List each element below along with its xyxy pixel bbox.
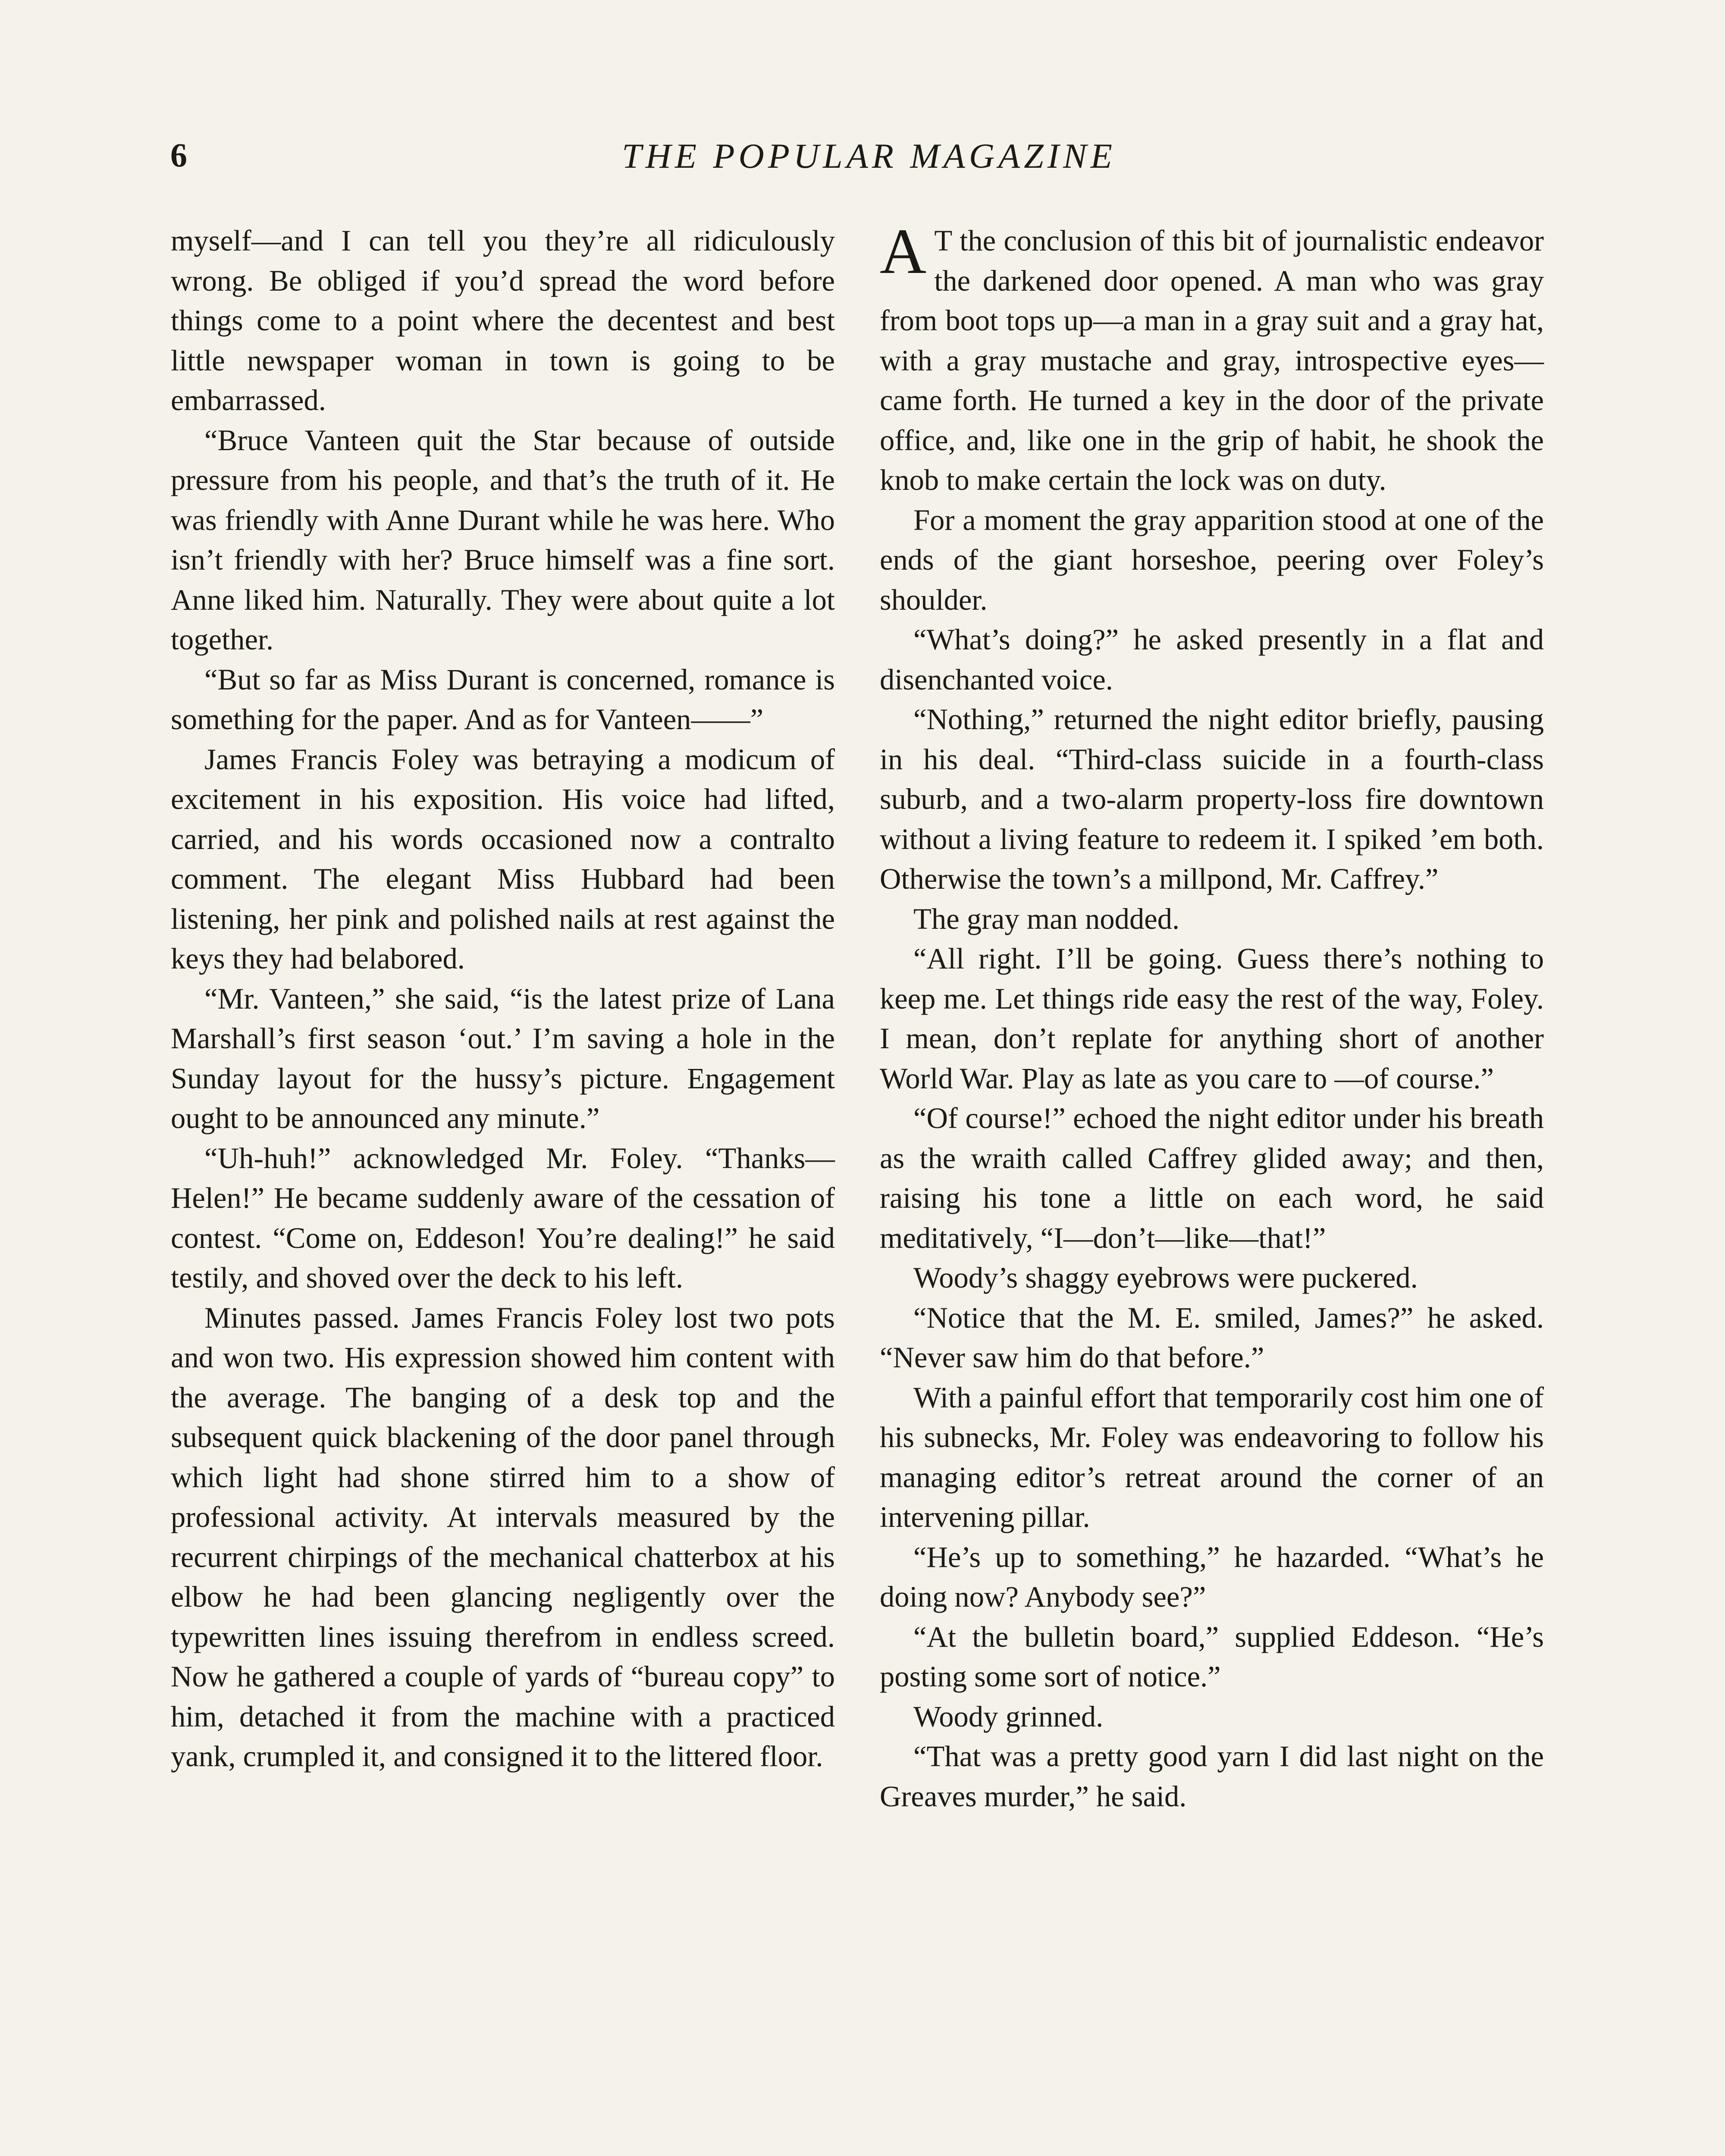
paragraph: myself—and I can tell you they’re all ridiculously wrong. Be obliged if you’d spread the word before things come to a point where the decentest and best little newspaper woman in town is going to be embarrassed. [171,224,835,417]
paragraph: James Francis Foley was betraying a modicum of excitement in his exposition. His voice had lifted, carried, and his words occasioned now a contralto comment. The elegant Miss Hubbard had been listening, her pink and polished nails at rest against the keys they had belabored. [171,743,835,975]
paragraph: Woody’s shaggy eyebrows were puckered. [913,1261,1418,1294]
paragraph: “Nothing,” returned the night editor briefly, pausing in his deal. “Third-class suicide in a fourth-class suburb, and a two-alarm property-loss fire downtown without a living feature to redeem it. I spiked ’em both. Otherwise the town’s a millpond, Mr. Caffrey.” [880,703,1544,895]
paragraph: “At the bulletin board,” supplied Eddeson. “He’s posting some sort of notice.” [880,1620,1544,1693]
paragraph: “Bruce Vanteen quit the Star because of outside pressure from his people, and that’s the truth of it. He was friendly with Anne Durant while he was here. Who isn’t friendly with her? Bruce himself was a fine sort. Anne liked him. Naturally. They were about quite a lot together. [171,423,835,656]
opening-paragraph [880,216,1544,500]
paragraph: “Uh-huh!” acknowledged Mr. Foley. “Thanks—Helen!” He became suddenly aware of the cessation of contest. “Come on, Eddeson! You’re dealing!” he said testily, and shoved over the deck to his left. [171,1141,835,1294]
paragraph: Minutes passed. James Francis Foley lost two pots and won two. His expression showed him content with the average. The banging of a desk top and the subsequent quick blackening of the door panel through which light had shone stirred him to a show of professional activity. At intervals measured by the recurrent chirpings of the mechanical chatterbox at his elbow he had been glancing negligently over the typewritten lines issuing therefrom in endless screed. Now he gathered a couple of yards of “bureau copy” to him, detached it from the machine with a practiced yank, crumpled it, and consigned it to the littered floor. [171,1301,835,1773]
paragraph: With a painful effort that temporarily cost him one of his subnecks, Mr. Foley was endeavoring to follow his managing editor’s retreat around the corner of an intervening pillar. [880,1381,1544,1533]
paragraph: “Mr. Vanteen,” she said, “is the latest prize of Lana Marshall’s first season ‘out.’ I’m saving a hole in the Sunday layout for the hussy’s picture. Engagement ought to be announced any minute.” [171,982,835,1134]
paragraph: “He’s up to something,” he hazarded. “What’s he doing now? Anybody see?” [880,1540,1544,1613]
opening-paragraph-text: T the conclusion of this bit of journalistic endeavor the darkened door opened. A man who was gray from boot tops up—a man in a gray suit and a gray hat, with a gray mustache and gray, introspective eyes—came forth. He turned a key in the door of the private office, and, like one in the grip of habit, he shook the knob to make certain the lock was on duty. [880,224,1544,496]
paragraph: “Notice that the M. E. smiled, James?” he asked. “Never saw him do that before.” [880,1301,1544,1374]
paragraph: For a moment the gray apparition stood at one of the ends of the giant horseshoe, peering over Foley’s shoulder. [880,503,1544,616]
left-column [171,221,835,1777]
paragraph: “All right. I’ll be going. Guess there’s nothing to keep me. Let things ride easy the rest of the way, Foley. I mean, don’t replate for anything short of another World War. Play as late as you care to —of course.” [880,942,1544,1095]
page-header [170,136,1568,188]
paragraph: “Of course!” echoed the night editor under his breath as the wraith called Caffrey glided away; and then, raising his tone a little on each word, he said meditatively, “I—don’t—like—that!” [880,1102,1544,1254]
paragraph: Woody grinned. [913,1700,1104,1733]
paragraph: “That was a pretty good yarn I did last night on the Greaves murder,” he said. [880,1740,1544,1813]
paragraph: “What’s doing?” he asked presently in a flat and disenchanted voice. [880,623,1544,696]
running-head: THE POPULAR MAGAZINE [622,136,1116,175]
paragraph: “But so far as Miss Durant is concerned, romance is something for the paper. And as for Vanteen——” [171,663,835,736]
drop-cap: A [880,216,927,287]
paragraph: The gray man nodded. [913,902,1180,935]
right-column [880,216,1544,1816]
page-number: 6 [170,136,188,174]
